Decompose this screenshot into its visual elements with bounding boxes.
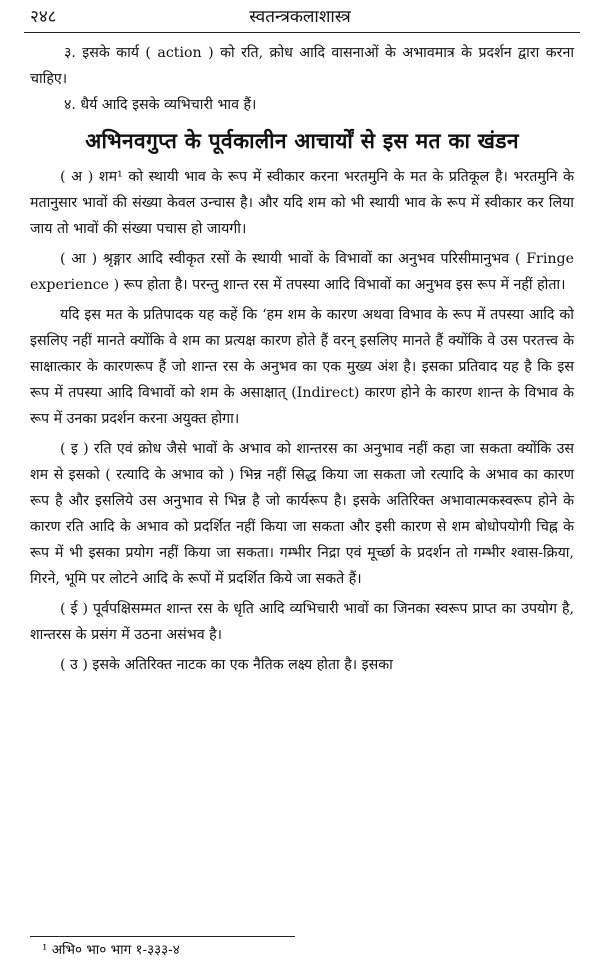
list-item-3: ३. इसके कार्य ( action ) को रति, क्रोध आदि वासनाओं के अभावमात्र के प्रदर्शन द्वारा करना चाहिए।: [30, 45, 574, 87]
running-title: स्वतन्त्रकलाशास्त्र: [249, 7, 351, 27]
footnote-rule: [30, 936, 295, 937]
paragraph-a: ( अ ) शम¹ को स्थायी भाव के रूप में स्वीकार करना भरतमुनि के मत के प्रतिकूल है। भरतमुनि के मतानुसार भावों की संख्या केवल उन्चास है। और यदि शम को भी स्थायी भाव के रूप में स्वीकार कर लिया जाय तो भावों की संख्या पचास हो जायगी।: [30, 169, 574, 237]
paragraph-yadi: यदि इस मत के प्रतिपादक यह कहें कि ‘हम शम के कारण अथवा विभाव के रूप में तपस्या आदि को इसलिए नहीं मानते क्योंकि वे शम का प्रत्यक्ष कारण होते हैं वरन् इसलिए मानते हैं क्योंकि वे उस परतत्त्व के साक्षात्कार के कारणरूप हैं जो शान्त रस के अनुभव का एक मुख्य अंश है। इसका प्रतिवाद यह है कि इस रूप में तपस्या आदि विभावों को शम के असाक्षात् (Indirect) कारण होने के कारण शान्त के विभाव के रूप में उनका प्रदर्शन करना अयुक्त होगा।: [30, 307, 574, 427]
header-rule: [24, 32, 580, 33]
section-heading: अभिनवगुप्त के पूर्वकालीन आचार्यों से इस मत का खंडन: [85, 128, 519, 153]
paragraph-aa: ( आ ) श्रृङ्गार आदि स्वीकृत रसों के स्थायी भावों के विभावों का अनुभव परिसीमानुभव ( Fringe experience ) रूप होता है। परन्तु शान्त रस में तपस्या आदि विभावों का अनुभव इस रूप में नहीं होता।: [30, 251, 574, 293]
paragraph-ii: ( ई ) पूर्वपक्षिसम्मत शान्त रस के धृति आदि व्यभिचारी भावों का जिनका स्वरूप प्राप्त का उपयोग है, शान्तरस के प्रसंग में उठना असंभव है।: [30, 601, 574, 643]
list-item-4: ४. धैर्य आदि इसके व्यभिचारी भाव हैं।: [64, 97, 257, 113]
paragraph-u: ( उ ) इसके अतिरिक्त नाटक का एक नैतिक लक्ष्य होता है। इसका: [60, 657, 393, 673]
page-body: [30, 40, 574, 682]
page-header: [30, 4, 570, 30]
page-number: २४८: [30, 7, 57, 27]
paragraph-i: ( इ ) रति एवं क्रोध जैसे भावों के अभाव को शान्तरस का अनुभाव नहीं कहा जा सकता क्योंकि उस शम से इसको ( रत्यादि के अभाव को ) भिन्न नहीं सिद्ध किया जा सकता जो रत्यादि के अभाव का कारण रूप है और इसलिये उस अनुभाव से भिन्न है जो कार्यरूप है। इसके अतिरिक्त अभावात्मकस्वरूप होने के कारण रति आदि के अभाव को प्रदर्शित नहीं किया जा सकता और इसी कारण से शम बोधोपयोगी चिह्न के रूप में भी इसका प्रयोग नहीं किया जा सकता। गम्भीर निद्रा एवं मूर्च्छा के प्रदर्शन तो गम्भीर श्वास-क्रिया, गिरने, भूमि पर लोटने आदि के रूपों में प्रदर्शित किये जा सकते हैं।: [30, 441, 574, 587]
footnote: ¹ अभि० भा० भाग १-३३३-४: [42, 942, 180, 958]
